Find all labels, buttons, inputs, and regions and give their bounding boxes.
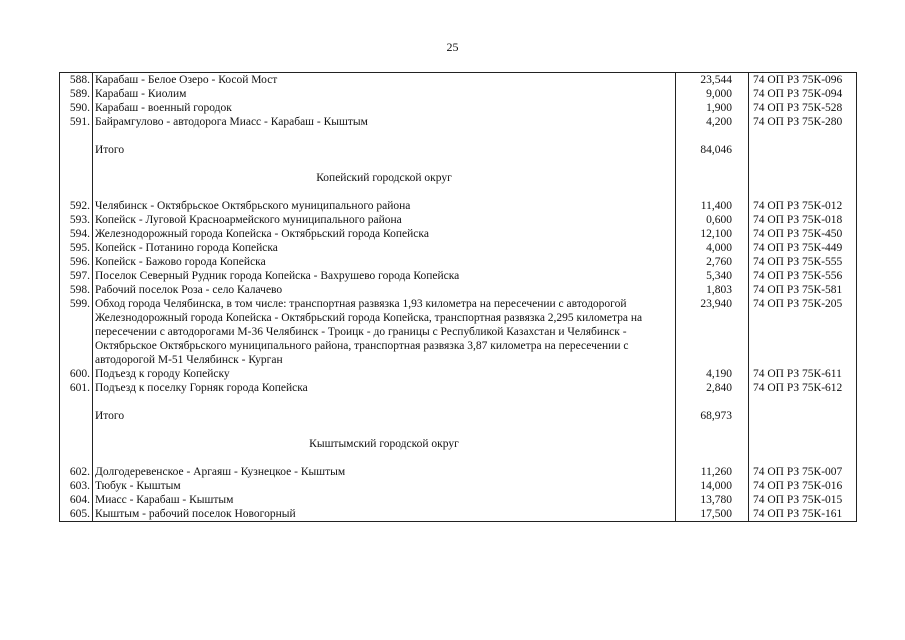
row-number: 593. [60,213,93,227]
row-number: 599. [60,297,93,367]
road-length: 11,400 [676,199,749,213]
table-row [60,507,857,522]
road-name-empty [93,185,676,199]
row-number: 605. [60,507,93,522]
road-name: Тюбук - Кыштым [93,479,676,493]
road-length: 2,840 [676,381,749,395]
table-row [60,479,857,493]
table-row [60,493,857,507]
road-code-empty [749,423,857,437]
row-number: 590. [60,101,93,115]
road-name: Байрамгулово - автодорога Миасс - Карабаш - Кыштым [93,115,676,129]
road-code-empty [749,185,857,199]
road-name: Копейск - Бажово города Копейска [93,255,676,269]
road-code: 74 ОП РЗ 75К-007 [749,465,857,479]
row-number-empty [60,129,93,143]
section-title: Кыштымский городской округ [93,437,676,451]
road-length: 14,000 [676,479,749,493]
road-name-empty [93,157,676,171]
row-number-empty [60,423,93,437]
road-length: 2,760 [676,255,749,269]
road-name: Челябинск - Октябрьское Октябрьского муниципального района [93,199,676,213]
road-code-empty [749,451,857,465]
road-name: Копейск - Луговой Красноармейского муниципального района [93,213,676,227]
road-length-empty [676,395,749,409]
road-name: Карабаш - Белое Озеро - Косой Мост [93,73,676,88]
spacer-row [60,157,857,171]
spacer-row [60,185,857,199]
road-code: 74 ОП РЗ 75К-094 [749,87,857,101]
road-length: 13,780 [676,493,749,507]
road-name: Обход города Челябинска, в том числе: транспортная развязка 1,93 километра на пересечении с автодорогой Железнодорожный города Копейска - Октябрьский города Копейска, транспортная развязка 2,295 километра на пересечении с автодорогами М-36 Челябинск - Троицк - до границы с Республикой Казахстан и Челябинск - Октябрьское Октябрьского муниципального района, транспортная развязка 3,87 километра на пересечении с автодорогой М-51 Челябинск - Курган [93,297,676,367]
row-number: 589. [60,87,93,101]
row-number: 603. [60,479,93,493]
road-name: Рабочий поселок Роза - село Калачево [93,283,676,297]
road-length-empty [676,423,749,437]
road-code-empty [749,157,857,171]
row-number: 588. [60,73,93,88]
table-row [60,87,857,101]
road-length: 4,200 [676,115,749,129]
total-label: Итого [93,409,676,423]
road-name-empty [93,451,676,465]
table-row [60,465,857,479]
table-row [60,297,857,367]
road-length: 9,000 [676,87,749,101]
road-length: 12,100 [676,227,749,241]
road-name: Копейск - Потанино города Копейска [93,241,676,255]
road-code: 74 ОП РЗ 75К-555 [749,255,857,269]
row-number: 595. [60,241,93,255]
spacer-row [60,395,857,409]
road-name: Миасс - Карабаш - Кыштым [93,493,676,507]
road-name: Карабаш - военный городок [93,101,676,115]
row-number-empty [60,409,93,423]
table-row [60,101,857,115]
road-name: Подъезд к городу Копейску [93,367,676,381]
road-code: 74 ОП РЗ 75К-205 [749,297,857,367]
road-name-empty [93,129,676,143]
road-name: Долгодеревенское - Аргаяш - Кузнецкое - Кыштым [93,465,676,479]
road-code: 74 ОП РЗ 75К-161 [749,507,857,522]
table-row [60,367,857,381]
road-code-empty [749,129,857,143]
road-code: 74 ОП РЗ 75К-018 [749,213,857,227]
page-number: 25 [446,40,459,54]
row-number: 600. [60,367,93,381]
spacer-row [60,129,857,143]
road-code-empty [749,437,857,451]
row-number: 598. [60,283,93,297]
road-length: 23,940 [676,297,749,367]
road-code-empty [749,395,857,409]
table-row [60,269,857,283]
road-name: Поселок Северный Рудник города Копейска - Вахрушево города Копейска [93,269,676,283]
road-length: 23,544 [676,73,749,88]
road-length-empty [676,171,749,185]
road-code: 74 ОП РЗ 75К-581 [749,283,857,297]
total-value: 84,046 [676,143,749,157]
table-row [60,115,857,129]
row-number-empty [60,185,93,199]
row-number: 604. [60,493,93,507]
road-name: Подъезд к поселку Горняк города Копейска [93,381,676,395]
road-code: 74 ОП РЗ 75К-096 [749,73,857,88]
road-name: Карабаш - Киолим [93,87,676,101]
road-length: 4,190 [676,367,749,381]
total-value: 68,973 [676,409,749,423]
road-length: 4,000 [676,241,749,255]
road-name: Железнодорожный города Копейска - Октябрьский города Копейска [93,227,676,241]
roads-table-body [60,73,857,522]
road-code: 74 ОП РЗ 75К-612 [749,381,857,395]
road-length-empty [676,129,749,143]
road-name: Кыштым - рабочий поселок Новогорный [93,507,676,522]
row-number: 592. [60,199,93,213]
row-number-empty [60,451,93,465]
spacer-row [60,423,857,437]
road-code-empty [749,171,857,185]
total-row [60,409,857,423]
road-code: 74 ОП РЗ 75К-556 [749,269,857,283]
road-length-empty [676,451,749,465]
road-code: 74 ОП РЗ 75К-016 [749,479,857,493]
table-row [60,381,857,395]
row-number-empty [60,143,93,157]
table-row [60,73,857,88]
road-code: 74 ОП РЗ 75К-528 [749,101,857,115]
road-length-empty [676,157,749,171]
row-number: 596. [60,255,93,269]
row-number: 591. [60,115,93,129]
row-number: 594. [60,227,93,241]
road-length: 0,600 [676,213,749,227]
road-code-empty [749,143,857,157]
row-number: 602. [60,465,93,479]
total-label: Итого [93,143,676,157]
road-code: 74 ОП РЗ 75К-450 [749,227,857,241]
row-number-empty [60,437,93,451]
row-number-empty [60,171,93,185]
road-name-empty [93,395,676,409]
road-code: 74 ОП РЗ 75К-611 [749,367,857,381]
table-row [60,283,857,297]
road-length: 1,900 [676,101,749,115]
section-title-row [60,437,857,451]
table-row [60,255,857,269]
section-title: Копейский городской округ [93,171,676,185]
table-row [60,199,857,213]
road-length: 11,260 [676,465,749,479]
row-number-empty [60,395,93,409]
row-number-empty [60,157,93,171]
table-row [60,241,857,255]
row-number: 601. [60,381,93,395]
section-title-row [60,171,857,185]
road-code: 74 ОП РЗ 75К-015 [749,493,857,507]
road-length: 17,500 [676,507,749,522]
road-code: 74 ОП РЗ 75К-280 [749,115,857,129]
road-length: 5,340 [676,269,749,283]
total-row [60,143,857,157]
road-name-empty [93,423,676,437]
row-number: 597. [60,269,93,283]
roads-table [59,72,857,522]
road-length-empty [676,437,749,451]
table-row [60,227,857,241]
table-row [60,213,857,227]
road-length: 1,803 [676,283,749,297]
road-code: 74 ОП РЗ 75К-012 [749,199,857,213]
road-length-empty [676,185,749,199]
road-code-empty [749,409,857,423]
road-code: 74 ОП РЗ 75К-449 [749,241,857,255]
spacer-row [60,451,857,465]
